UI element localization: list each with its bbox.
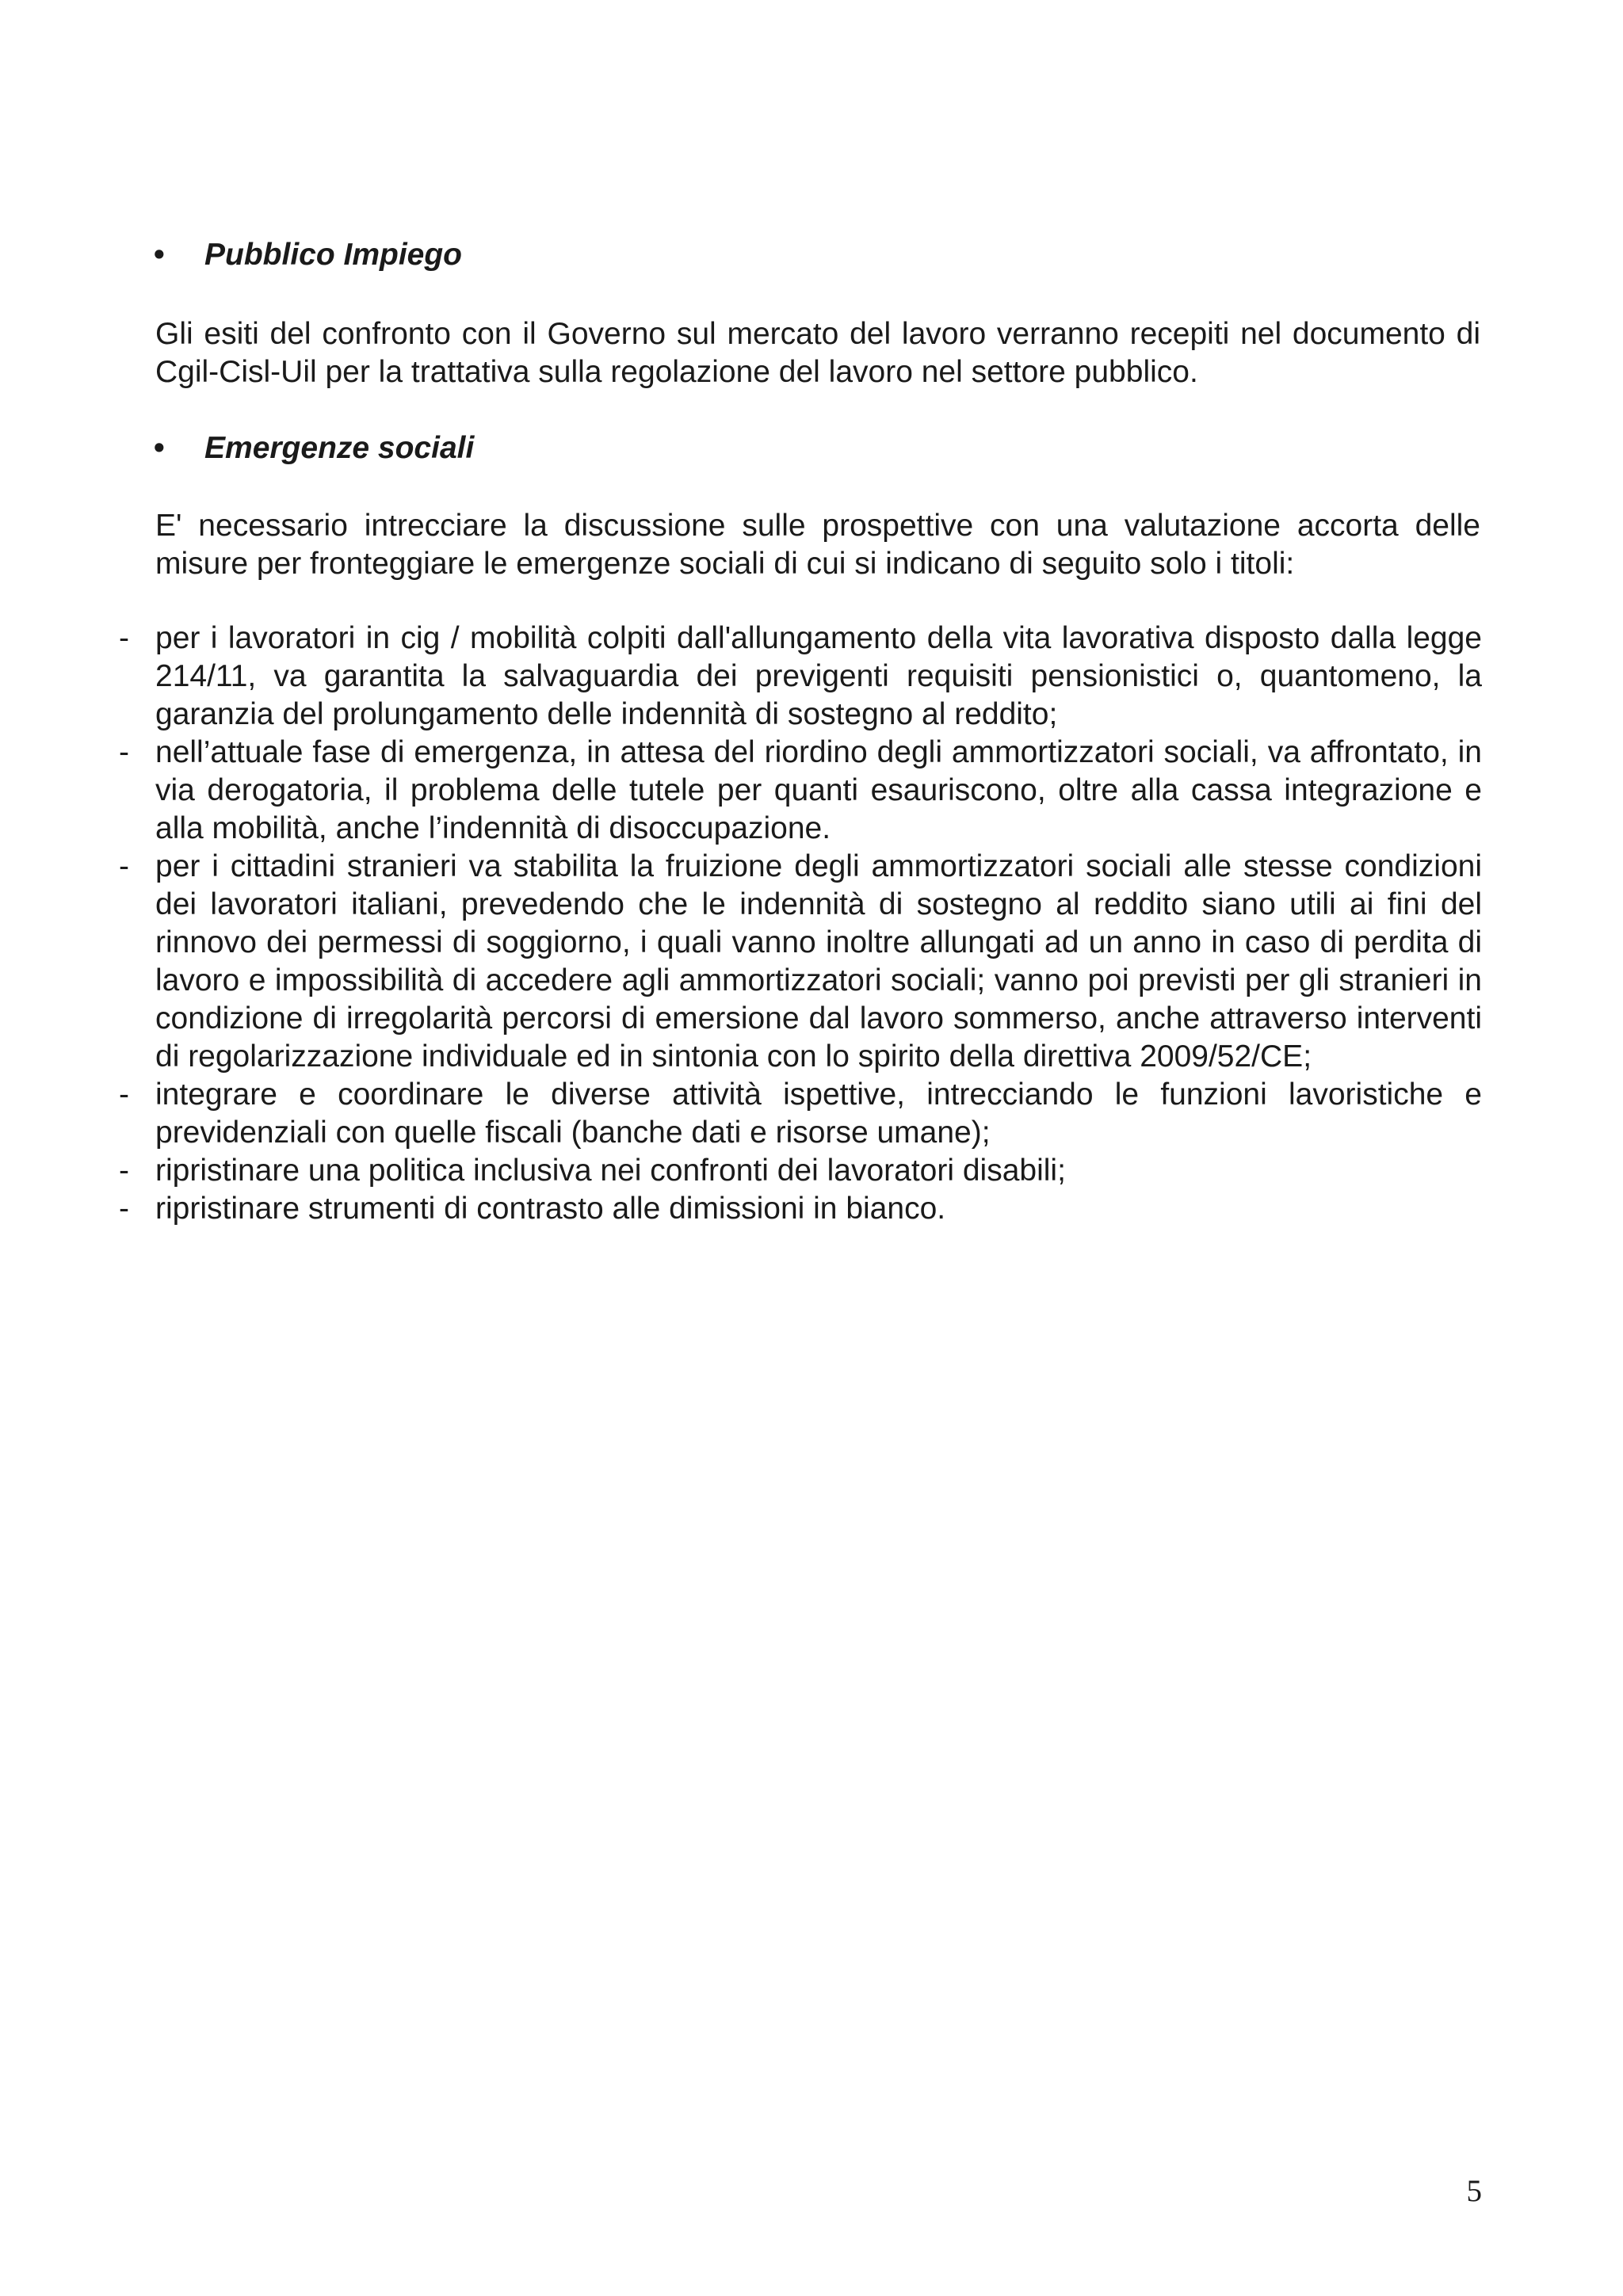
bullet-icon: • xyxy=(154,431,165,465)
dash-bullet: - xyxy=(119,621,129,655)
list-item xyxy=(119,1152,1482,1190)
dash-bullet: - xyxy=(119,1192,129,1226)
section-heading-text: Emergenze sociali xyxy=(204,431,475,465)
page-number: 5 xyxy=(1466,2174,1482,2208)
section-heading-emergenze-sociali xyxy=(155,429,1487,467)
list-item-text: ripristinare una politica inclusiva nei confronti dei lavoratori disabili; xyxy=(155,1154,1066,1188)
list-item-text: ripristinare strumenti di contrasto alle dimissioni in bianco. xyxy=(155,1192,946,1226)
dash-bullet: - xyxy=(119,1154,129,1188)
measures-list xyxy=(119,620,1482,1228)
list-item xyxy=(119,1076,1482,1152)
list-item-text: per i cittadini stranieri va stabilita la fruizione degli ammortizzatori sociali alle stesse condizioni dei lavoratori italiani, prevedendo che le indennità di sostegno al reddito siano utili ai fini del rinnovo dei permessi di soggiorno, i quali vanno inoltre allungati ad un anno in caso di perdita di lavoro e impossibilità di accedere agli ammortizzatori sociali; vanno poi previsti per gli stranieri in condizione di irregolarità percorsi di emersione dal lavoro sommerso, anche attraverso interventi di regolarizzazione individuale ed in sintonia con lo spirito della direttiva 2009/52/CE; xyxy=(155,849,1482,1074)
dash-bullet: - xyxy=(119,849,129,883)
list-item-text: per i lavoratori in cig / mobilità colpiti dall'allungamento della vita lavorativa disposto dalla legge 214/11, va garantita la salvaguardia dei previgenti requisiti pensionistici o, quantomeno, la garanzia del prolungamento delle indennità di sostegno al reddito; xyxy=(155,621,1482,731)
paragraph-pubblico-impiego: Gli esiti del confronto con il Governo sul mercato del lavoro verranno recepiti nel documento di Cgil-Cisl-Uil per la trattativa sulla regolazione del lavoro nel settore pubblico. xyxy=(155,317,1480,389)
list-item xyxy=(119,620,1482,734)
dash-bullet: - xyxy=(119,1077,129,1112)
list-item xyxy=(119,734,1482,848)
list-item xyxy=(119,1190,1482,1228)
section-heading-pubblico-impiego xyxy=(155,236,1487,274)
dash-bullet: - xyxy=(119,735,129,769)
bullet-icon: • xyxy=(154,238,165,272)
list-item-text: integrare e coordinare le diverse attività ispettive, intrecciando le funzioni lavoristiche e previdenziali con quelle fiscali (banche dati e risorse umane); xyxy=(155,1077,1482,1150)
list-item-text: nell’attuale fase di emergenza, in attesa del riordino degli ammortizzatori sociali, va affrontato, in via derogatoria, il problema delle tutele per quanti esauriscono, oltre alla cassa integrazione e alla mobilità, anche l’indennità di disoccupazione. xyxy=(155,735,1482,845)
paragraph-emergenze-sociali: E' necessario intrecciare la discussione sulle prospettive con una valutazione accorta delle misure per fronteggiare le emergenze sociali di cui si indicano di seguito solo i titoli: xyxy=(155,509,1480,581)
list-item xyxy=(119,848,1482,1076)
section-heading-text: Pubblico Impiego xyxy=(204,238,463,272)
